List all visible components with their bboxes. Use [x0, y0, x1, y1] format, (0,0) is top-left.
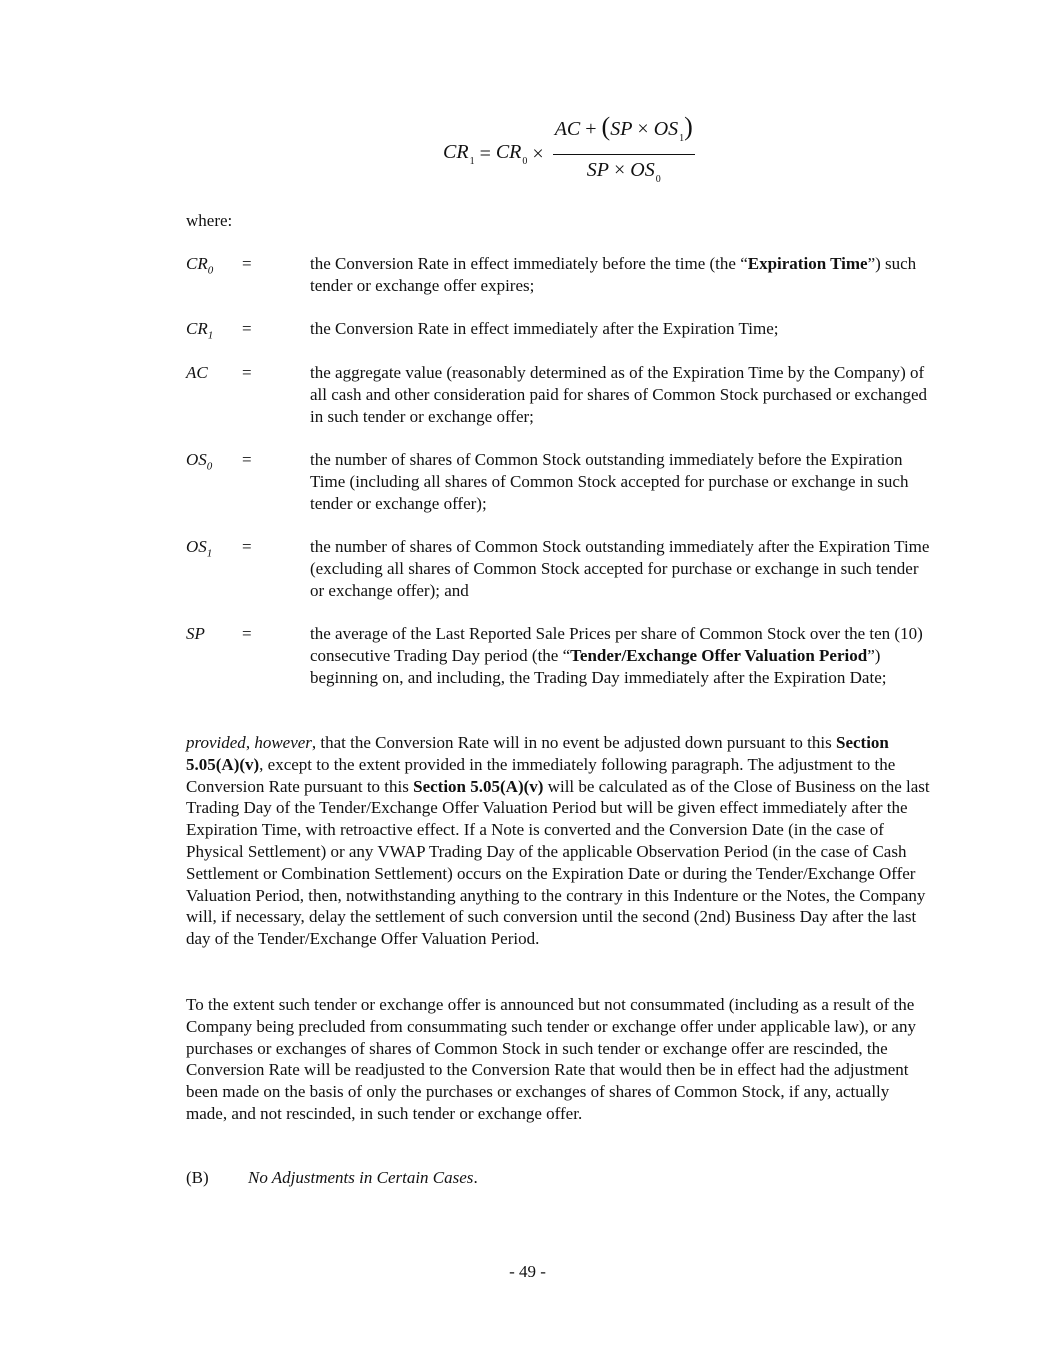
definition-symbol: $OS_0$	[186, 450, 213, 473]
definition-symbol: $CR_0$	[186, 254, 214, 277]
conversion-rate-formula: $CR_1$ = $CR_0$ × $\frac{AC + (SP \times OS_1)}{SP \times OS_0}$	[443, 122, 695, 186]
definition-text: the number of shares of Common Stock outstanding immediately after the Expiration Time (excluding all shares of Common Stock accepted for purchase or exchange in such tender or exchange offer); and	[310, 537, 930, 600]
definition-text: the Conversion Rate in effect immediately after the Expiration Time;	[310, 319, 779, 338]
definition-symbol: $CR_1$	[186, 319, 214, 342]
formula-rhs: $CR_0$	[495, 141, 528, 167]
definition-text: the number of shares of Common Stock outstanding immediately before the Expiration Time (including all shares of Common Stock accepted for purchase or exchange in such tender or exchange offer);	[310, 450, 909, 513]
definition-symbol: SP	[186, 624, 205, 643]
formula-numerator: AC + $(SP \times OS_1)$	[553, 116, 695, 155]
where-label: where:	[186, 211, 233, 230]
definition-cr0: $CR_0$ = the Conversion Rate in effect immediately before the time (the “Expiration Time”) such tender or exchange offer expires;	[186, 253, 934, 297]
definition-os0: $OS_0$ = the number of shares of Common Stock outstanding immediately before the Expiration Time (including all shares of Common Stock accepted for purchase or exchange in such tender or exchange offer);	[186, 449, 934, 514]
definition-os1: $OS_1$ = the number of shares of Common Stock outstanding immediately after the Expiration Time (excluding all shares of Common Stock accepted for purchase or exchange in such tender or exchange offer); and	[186, 536, 934, 601]
definition-ac: AC = the aggregate value (reasonably determined as of the Expiration Time by the Company) of all cash and other consideration paid for shares of Common Stock purchased or exchanged in such tender or exchange offer;	[186, 362, 934, 427]
definition-symbol: $OS_1$	[186, 537, 213, 560]
definition-sp: SP = the average of the Last Reported Sale Prices per share of Common Stock over the ten (10) consecutive Trading Day period (the “Tender/Exchange Offer Valuation Period”) beginning on, and including, the Trading Day immediately after the Expiration Date;	[186, 623, 934, 688]
definition-text: the average of the Last Reported Sale Prices per share of Common Stock over the ten (10) consecutive Trading Day period (the “Tender/Exchange Offer Valuation Period”) beginning on, and including, the Trading Day immediately after the Expiration Date;	[310, 624, 923, 687]
page-number: - 49 -	[509, 1262, 546, 1281]
provided-however-paragraph: provided, however, that the Conversion Rate will in no event be adjusted down pursuant to this Section 5.05(A)(v), except to the extent provided in the immediately following paragraph. The adjustment to the Conversion Rate pursuant to this Section 5.05(A)(v) will be calculated as of the Close of Business on the last Trading Day of the Tender/Exchange Offer Valuation Period but will be given effect immediately after the Expiration Time, with retroactive effect. If a Note is converted and the Conversion Date (in the case of Physical Settlement) or any VWAP Trading Day of the applicable Observation Period (in the case of Cash Settlement or Combination Settlement) occurs on the Expiration Date or during the Tender/Exchange Offer Valuation Period, then, notwithstanding anything to the contrary in this Indenture or the Notes, the Company will, if necessary, delay the settlement of such conversion until the second (2nd) Business Day after the last day of the Tender/Exchange Offer Valuation Period.	[186, 733, 930, 949]
definition-text: the aggregate value (reasonably determined as of the Expiration Time by the Company) of all cash and other consideration paid for shares of Common Stock purchased or exchanged in such tender or exchange offer;	[310, 363, 928, 426]
rescission-paragraph: To the extent such tender or exchange offer is announced but not consummated (including as a result of the Company being precluded from consummating such tender or exchange offer under applicable law), or any purchases or exchanges of shares of Common Stock in such tender or exchange offer are rescinded, the Conversion Rate will be readjusted to the Conversion Rate that would then be in effect had the adjustment been made on the basis of only the purchases or exchanges of shares of Common Stock, if any, actually made, and not rescinded, in such tender or exchange offer.	[186, 995, 916, 1123]
definition-symbol: AC	[186, 363, 208, 382]
formula-lhs: $CR_1$	[443, 141, 475, 167]
formula-fraction	[553, 111, 695, 193]
subsection-title: No Adjustments in Certain Cases.	[248, 1168, 478, 1187]
subsection-label: (B)	[186, 1168, 209, 1187]
definition-text: the Conversion Rate in effect immediately before the time (the “Expiration Time”) such tender or exchange offer expires;	[310, 254, 917, 295]
definition-cr1: $CR_1$ = the Conversion Rate in effect immediately after the Expiration Time;	[186, 318, 934, 340]
formula-denominator: SP × $OS_0$	[586, 158, 661, 185]
